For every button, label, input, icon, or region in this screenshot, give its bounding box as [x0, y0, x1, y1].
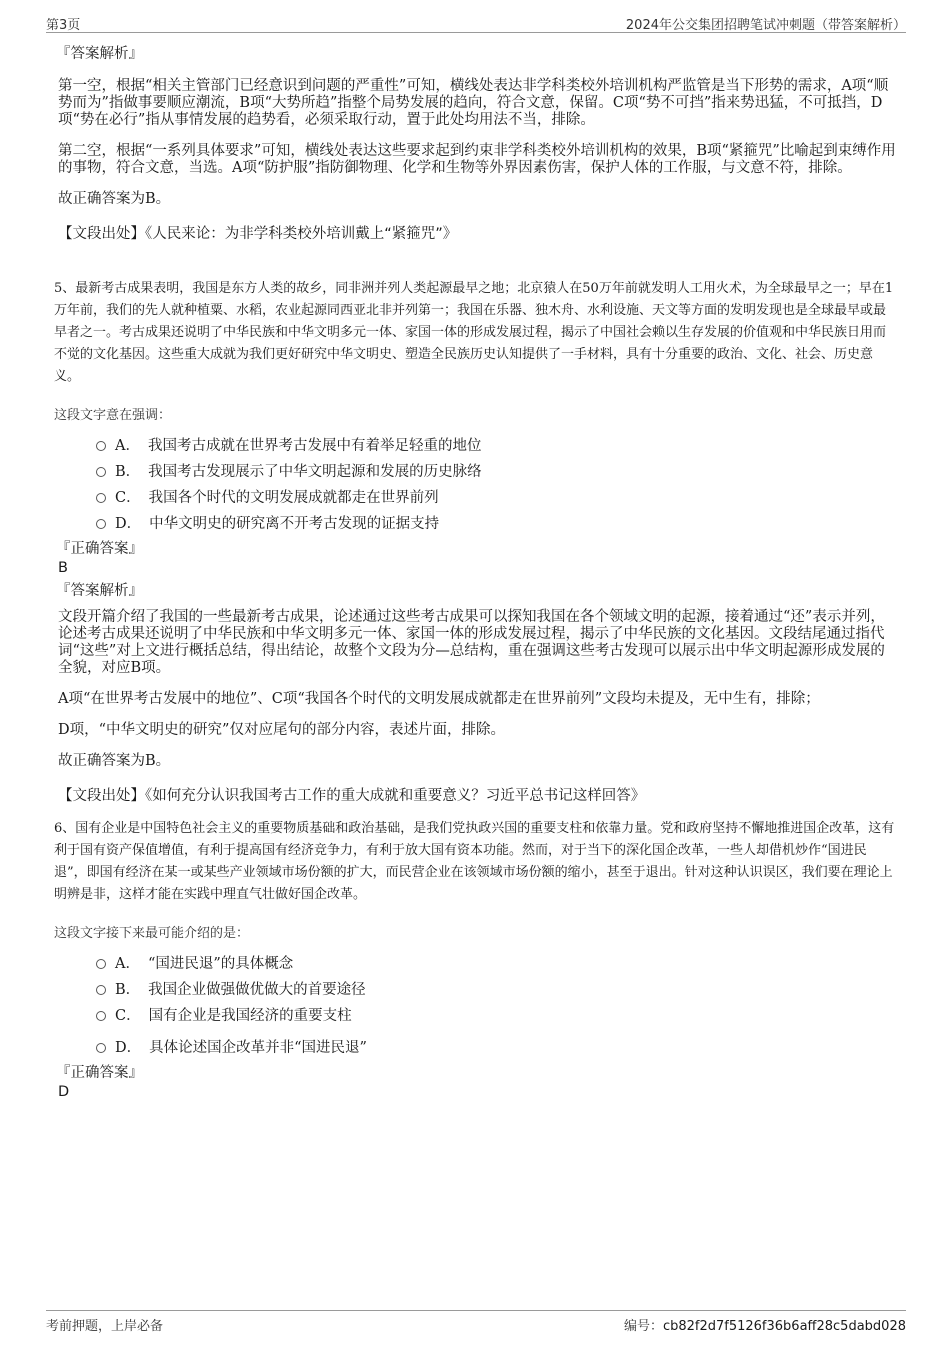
option-a[interactable]: [96, 431, 896, 457]
conclusion-text: 故正确答案为B。: [58, 753, 171, 769]
source-citation: 【文段出处】《人民来论：为非学科类校外培训戴上“紧箍咒”》: [58, 226, 458, 242]
option-c[interactable]: [96, 483, 896, 509]
option-letter: B．: [115, 463, 141, 480]
radio-icon[interactable]: [96, 519, 106, 529]
document-code: [624, 1315, 906, 1334]
document-title: 2024年公交集团招聘笔试冲刺题（带答案解析）: [625, 18, 906, 33]
option-letter: B．: [115, 981, 141, 998]
radio-icon[interactable]: [96, 467, 106, 477]
option-c[interactable]: [96, 1001, 896, 1027]
radio-icon[interactable]: [96, 441, 106, 451]
page-header: [46, 10, 906, 33]
question-5-stem: 5、最新考古成果表明，我国是东方人类的故乡，同非洲并列人类起源最早之地；北京猿人在50万年前就发明人工用火术，为全球最早之一；早在1万年前，我们的先人就种植粟、水稻，农业起源同西亚北非并列第一；我国在乐器、独木舟、水利设施、天文等方面的发明发现也是全球最早或最早者之一。考古成果还说明了中华民族和中华文明多元一体、家国一体的形成发展过程，揭示了中国社会赖以生存发展的价值观和中华民族日用而不觉的文化基因。这些重大成就为我们更好研究中华文明史、塑造全民族历史认知提供了一手材料，具有十分重要的政治、文化、社会、历史意义。: [54, 281, 894, 384]
radio-icon[interactable]: [96, 493, 106, 503]
correct-answer-heading: 『正确答案』: [56, 541, 143, 557]
source-citation: 【文段出处】《如何充分认识我国考古工作的重大成就和重要意义？习近平总书记这样回答》: [58, 788, 646, 804]
option-text: 我国考古发现展示了中华文明起源和发展的历史脉络: [148, 463, 482, 480]
analysis-paragraph: 第一空，根据“相关主管部门已经意识到问题的严重性”可知，横线处表达非学科类校外培训机构严监管是当下形势的需求，A项“顺势而为”指做事要顺应潮流，B项“大势所趋”指整个局势发展的趋向，符合文意，保留。C项“势不可挡”指来势迅猛，不可抵挡，D项“势在必行”指从事情发展的趋势看，必须采取行动，置于此处均用法不当，排除。: [58, 78, 889, 128]
radio-icon[interactable]: [96, 959, 106, 969]
code-label: 编号：: [623, 1319, 663, 1334]
option-text: 国有企业是我国经济的重要支柱: [148, 1007, 352, 1024]
option-text: 具体论述国企改革并非“国进民退”: [149, 1039, 367, 1056]
question-6-prompt: 这段文字接下来最可能介绍的是：: [54, 926, 250, 941]
option-text: “国进民退”的具体概念: [147, 955, 294, 972]
option-b[interactable]: [96, 975, 896, 1001]
option-letter: C．: [115, 489, 141, 506]
analysis-heading: 『答案解析』: [56, 46, 143, 62]
option-letter: C．: [115, 1007, 141, 1024]
option-letter: A．: [115, 437, 140, 454]
question-5-prompt: 这段文字意在强调：: [54, 408, 172, 423]
option-d[interactable]: [96, 1033, 896, 1059]
option-letter: D．: [115, 515, 142, 532]
analysis-paragraph: 第二空，根据“一系列具体要求”可知，横线处表达这些要求起到约束非学科类校外培训机构的效果，B项“紧箍咒”比喻起到束缚作用的事物，符合文意，当选。A项“防护服”指防御物理、化学和生物等外界因素伤害，保护人体的工作服，与文意不符，排除。: [58, 143, 896, 176]
option-letter: A．: [115, 955, 140, 972]
correct-answer-heading: 『正确答案』: [56, 1065, 143, 1081]
option-text: 我国各个时代的文明发展成就都走在世界前列: [148, 489, 439, 506]
analysis-paragraph: D项，“中华文明史的研究”仅对应尾句的部分内容，表述片面，排除。: [58, 722, 505, 738]
page-content: [56, 44, 896, 1101]
option-letter: D．: [115, 1039, 142, 1056]
correct-answer: D: [58, 1084, 70, 1100]
conclusion-text: 故正确答案为B。: [58, 191, 171, 207]
question-6-stem: 6、国有企业是中国特色社会主义的重要物质基础和政治基础，是我们党执政兴国的重要支柱和依靠力量。党和政府坚持不懈地推进国企改革，这有利于国有资产保值增值，有利于提高国有经济竞争力，有利于放大国有资本功能。然而，对于当下的深化国企改革，一些人却借机炒作“国进民退”，即国有经济在某一或某些产业领域市场份额的扩大，而民营企业在该领域市场份额的缩小，甚至于退出。针对这种认识误区，我们要在理论上明辨是非，这样才能在实践中理直气壮做好国企改革。: [54, 821, 895, 902]
option-text: 中华文明史的研究离不开考古发现的证据支持: [149, 515, 440, 532]
option-text: 我国考古成就在世界考古发展中有着举足轻重的地位: [147, 437, 482, 454]
option-d[interactable]: [96, 509, 896, 535]
code-value: cb82f2d7f5126f36b6aff28c5dabd028: [662, 1319, 906, 1334]
radio-icon[interactable]: [96, 985, 106, 995]
analysis-heading: 『答案解析』: [56, 583, 143, 599]
footer-slogan: 考前押题，上岸必备: [46, 1319, 164, 1334]
option-a[interactable]: [96, 949, 896, 975]
question-5-options: [96, 431, 896, 535]
analysis-paragraph: 文段开篇介绍了我国的一些最新考古成果，论述通过这些考古成果可以探知我国在各个领域文明的起源，接着通过“还”表示并列，论述考古成果还说明了中华民族和中华文明多元一体、家国一体的形成发展过程，揭示了中华民族的文化基因。文段结尾通过指代词“这些”对上文进行概括总结，得出结论，故整个文段为分—总结构，重在强调这些考古发现可以展示出中华文明起源形成发展的全貌，对应B项。: [58, 609, 885, 676]
option-b[interactable]: [96, 457, 896, 483]
analysis-paragraph: A项“在世界考古发展中的地位”、C项“我国各个时代的文明发展成就都走在世界前列”文段均未提及，无中生有，排除；: [58, 691, 820, 707]
option-text: 我国企业做强做优做大的首要途径: [148, 981, 366, 998]
radio-icon[interactable]: [96, 1043, 106, 1053]
radio-icon[interactable]: [96, 1011, 106, 1021]
page-number: 第3页: [46, 18, 81, 33]
correct-answer: B: [58, 560, 68, 576]
question-6-options: [96, 949, 896, 1059]
page-footer: [46, 1310, 906, 1333]
